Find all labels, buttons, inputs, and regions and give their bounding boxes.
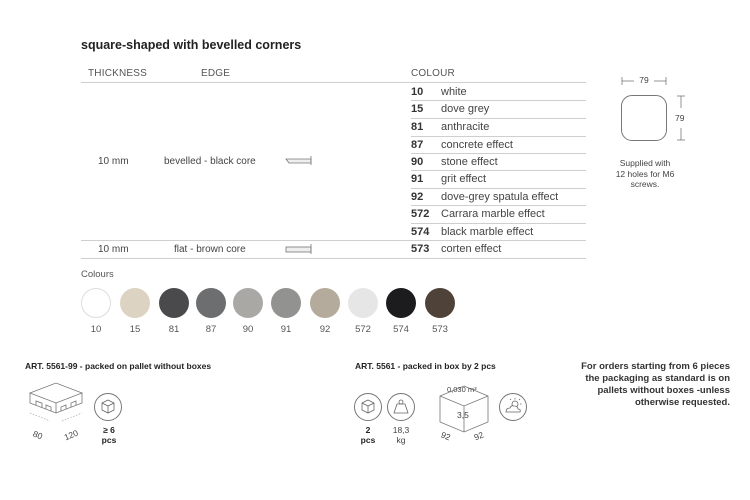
box-title: ART. 5561 - packed in box by 2 pcs (355, 361, 496, 371)
row-divider (411, 170, 586, 171)
row-divider (411, 100, 586, 101)
weather-circle (499, 393, 527, 421)
order-note-line: otherwise requested. (634, 397, 730, 408)
colour-name: grit effect (441, 173, 487, 185)
header-divider (81, 82, 586, 83)
colour-code: 15 (411, 103, 424, 115)
swatch-label: 572 (355, 324, 371, 335)
row-divider (411, 205, 586, 206)
colour-code: 572 (411, 208, 430, 220)
swatch-91 (271, 288, 301, 318)
page-title: square-shaped with bevelled corners (81, 38, 302, 52)
swatch-87 (196, 288, 226, 318)
cube-icon (355, 394, 381, 420)
colour-name: corten effect (441, 243, 502, 255)
swatch-label: 91 (280, 324, 292, 335)
box-qty-value: 2 (365, 425, 371, 435)
tile-shape-icon (621, 95, 667, 141)
colour-code: 81 (411, 121, 424, 133)
supplied-note (607, 158, 683, 190)
swatch-90 (233, 288, 263, 318)
swatch-572 (348, 288, 378, 318)
colour-code: 92 (411, 191, 424, 203)
colour-name: dove grey (441, 103, 490, 115)
box-qty-circle (354, 393, 382, 421)
swatch-label: 573 (432, 324, 448, 335)
colour-code: 10 (411, 86, 424, 98)
pallet-dim-2: 120 (62, 427, 80, 443)
order-note-line: the packaging as standard is on (585, 373, 730, 384)
header-thickness: THICKNESS (88, 68, 148, 79)
box-weight (388, 425, 414, 445)
order-note (560, 361, 730, 409)
order-note-line: pallets without boxes -unless (597, 385, 730, 396)
colour-name: stone effect (441, 156, 498, 168)
colour-code: 90 (411, 156, 424, 168)
table-bottom-divider (81, 258, 586, 259)
pallet-icon (26, 379, 86, 429)
colour-code: 574 (411, 226, 430, 238)
package-circle (94, 393, 122, 421)
row-edge: flat - brown core (174, 244, 246, 255)
colour-name: anthracite (441, 121, 490, 133)
colour-name: white (441, 86, 467, 98)
box-height: 3,5 (457, 410, 469, 420)
box-dim-2: 92 (472, 429, 485, 443)
box-weight-unit: kg (396, 435, 406, 445)
weight-icon (388, 394, 414, 420)
bevelled-edge-icon (285, 154, 313, 166)
flat-edge-icon (285, 243, 313, 255)
supplied-note-line: screws. (630, 179, 660, 189)
row-thickness: 10 mm (98, 244, 129, 255)
colour-name: black marble effect (441, 226, 534, 238)
order-note-line: For orders starting from 6 pieces (581, 361, 730, 372)
row-edge: bevelled - black core (164, 156, 256, 167)
width-dimension (620, 76, 668, 85)
pallet-qty-value: ≥ 6 (103, 425, 115, 435)
pallet-qty-unit: pcs (101, 435, 117, 445)
group-divider (81, 240, 586, 241)
box-qty-unit: pcs (360, 435, 376, 445)
row-divider (411, 188, 586, 189)
weight-circle (387, 393, 415, 421)
colours-label: Colours (81, 269, 114, 280)
pallet-dim-1: 80 (31, 428, 44, 442)
colour-code: 573 (411, 243, 430, 255)
row-divider (411, 153, 586, 154)
swatch-label: 574 (393, 324, 409, 335)
colour-name: concrete effect (441, 139, 513, 151)
row-divider (411, 223, 586, 224)
supplied-note-line: 12 holes for M6 (615, 168, 675, 179)
row-divider (411, 118, 586, 119)
box-qty (357, 425, 379, 445)
colour-code: 87 (411, 139, 424, 151)
swatch-label: 10 (90, 324, 102, 335)
row-divider (411, 136, 586, 137)
swatch-81 (159, 288, 189, 318)
swatch-92 (310, 288, 340, 318)
cube-icon (95, 394, 121, 420)
weather-icon (500, 394, 526, 420)
box-dim-1: 92 (439, 429, 452, 443)
swatch-label: 15 (129, 324, 141, 335)
colour-name: dove-grey spatula effect (441, 191, 559, 203)
swatch-15 (120, 288, 150, 318)
swatch-label: 81 (168, 324, 180, 335)
colour-name: Carrara marble effect (441, 208, 545, 220)
pallet-qty (100, 425, 118, 445)
row-thickness: 10 mm (98, 156, 129, 167)
swatch-10 (81, 288, 111, 318)
box-weight-value: 18,3 (392, 425, 410, 435)
swatch-label: 92 (319, 324, 331, 335)
height-value: 79 (675, 113, 685, 123)
swatch-574 (386, 288, 416, 318)
box-volume: 0,030 m³ (447, 385, 477, 394)
swatch-label: 87 (205, 324, 217, 335)
header-colour: COLOUR (411, 68, 455, 79)
swatch-573 (425, 288, 455, 318)
supplied-note-line: Supplied with (619, 158, 671, 168)
width-value: 79 (639, 75, 649, 85)
header-edge: EDGE (201, 68, 231, 79)
colour-code: 91 (411, 173, 424, 185)
pallet-title: ART. 5561-99 - packed on pallet without boxes (25, 361, 212, 371)
swatch-label: 90 (242, 324, 254, 335)
